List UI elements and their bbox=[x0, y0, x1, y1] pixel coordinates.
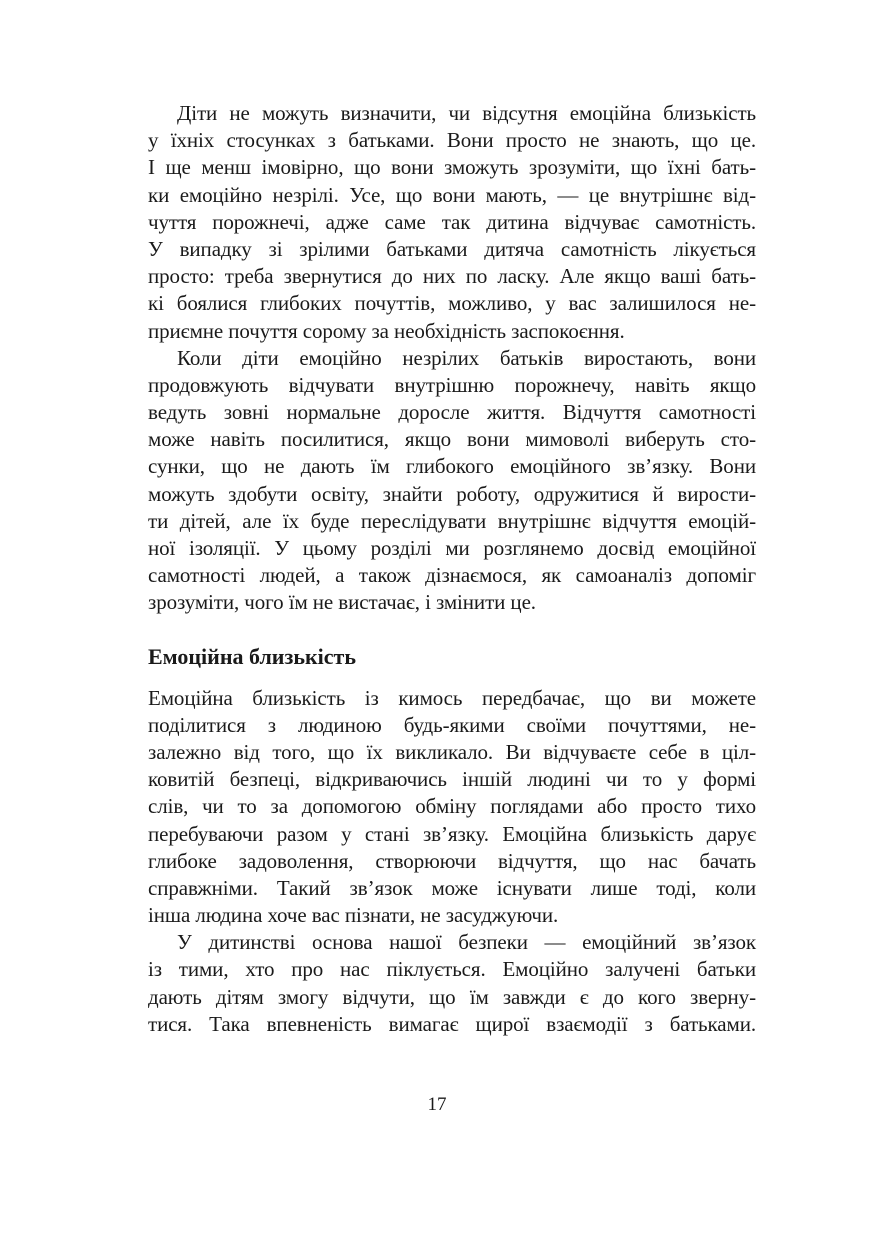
text-line: ної ізоляції. У цьому розділі ми розглянемо досвід емоційної bbox=[148, 536, 756, 560]
text-line: перебуваючи разом у стані зв’язку. Емоційна близькість дарує bbox=[148, 821, 756, 846]
text-line: ти дітей, але їх буде переслідувати внутрішнє відчуття емоцій- bbox=[148, 508, 756, 533]
text-line: може навіть посилитися, якщо вони мимоволі виберуть сто- bbox=[148, 427, 756, 452]
text-line: поділитися з людиною будь-якими своїми почуттями, не- bbox=[148, 712, 756, 737]
text-line: чуття порожнечі, адже саме так дитина відчуває самотність. bbox=[148, 209, 756, 234]
text-line: інша людина хоче вас пізнати, не засуджуючи. bbox=[148, 903, 559, 928]
text-line: приємне почуття сорому за необхідність заспокоєння. bbox=[148, 318, 625, 343]
text-line: у їхніх стосунках з батьками. Вони просто не знають, що це. bbox=[148, 128, 756, 153]
text-line: Емоційна близькість із кимось передбачає, що ви можете bbox=[148, 685, 756, 710]
text-line: просто: треба звернутися до них по ласку. Але якщо ваші бать- bbox=[148, 264, 756, 289]
text-line: можуть здобути освіту, знайти роботу, одружитися й вирости- bbox=[148, 481, 756, 506]
text-line: кі боялися глибоких почуттів, можливо, у вас залишилося не- bbox=[148, 291, 756, 316]
section-heading: Емоційна близькість bbox=[148, 643, 356, 669]
page-body bbox=[148, 100, 756, 1038]
text-line: У випадку зі зрілими батьками дитяча самотність лікується bbox=[148, 236, 756, 261]
text-line: дають дітям змогу відчути, що їм завжди є до кого зверну- bbox=[148, 984, 756, 1009]
text-line: тися. Така впевненість вимагає щирої взаємодії з батьками. bbox=[148, 1011, 756, 1036]
text-line: справжніми. Такий зв’язок може існувати лише тоді, коли bbox=[148, 875, 756, 900]
page-number: 17 bbox=[427, 1094, 447, 1115]
paragraph-1 bbox=[148, 100, 756, 345]
text-line: ковитій безпеці, відкриваючись іншій людині чи то у формі bbox=[148, 767, 756, 792]
paragraph-2 bbox=[148, 345, 756, 617]
text-line: продовжують відчувати внутрішню порожнечу, навіть якщо bbox=[148, 372, 756, 397]
text-line: У дитинстві основа нашої безпеки — емоційний зв’язок bbox=[177, 930, 756, 955]
text-line: залежно від того, що їх викликало. Ви відчуваєте себе в ціл- bbox=[148, 739, 756, 764]
paragraph-4 bbox=[148, 929, 756, 1038]
text-line: слів, чи то за допомогою обміну поглядами або просто тихо bbox=[148, 794, 756, 819]
text-line: самотності людей, а також дізнаємося, як самоаналіз допоміг bbox=[148, 563, 756, 588]
text-line: Діти не можуть визначити, чи відсутня емоційна близькість bbox=[177, 101, 756, 125]
text-line: Коли діти емоційно незрілих батьків виростають, вони bbox=[177, 345, 756, 370]
paragraph-3 bbox=[148, 685, 756, 930]
text-line: ки емоційно незрілі. Усе, що вони мають, — це внутрішнє від- bbox=[148, 182, 756, 207]
text-line: глибоке задоволення, створюючи відчуття, що нас бачать bbox=[148, 848, 756, 873]
text-line: І ще менш імовірно, що вони зможуть зрозуміти, що їхні бать- bbox=[148, 155, 756, 180]
text-line: ведуть зовні нормальне доросле життя. Відчуття самотності bbox=[148, 400, 756, 425]
text-line: сунки, що не дають їм глибокого емоційного зв’язку. Вони bbox=[148, 454, 756, 479]
text-line: зрозуміти, чого їм не вистачає, і змінити це. bbox=[148, 590, 536, 615]
text-line: із тими, хто про нас піклується. Емоційно залучені батьки bbox=[148, 957, 756, 982]
